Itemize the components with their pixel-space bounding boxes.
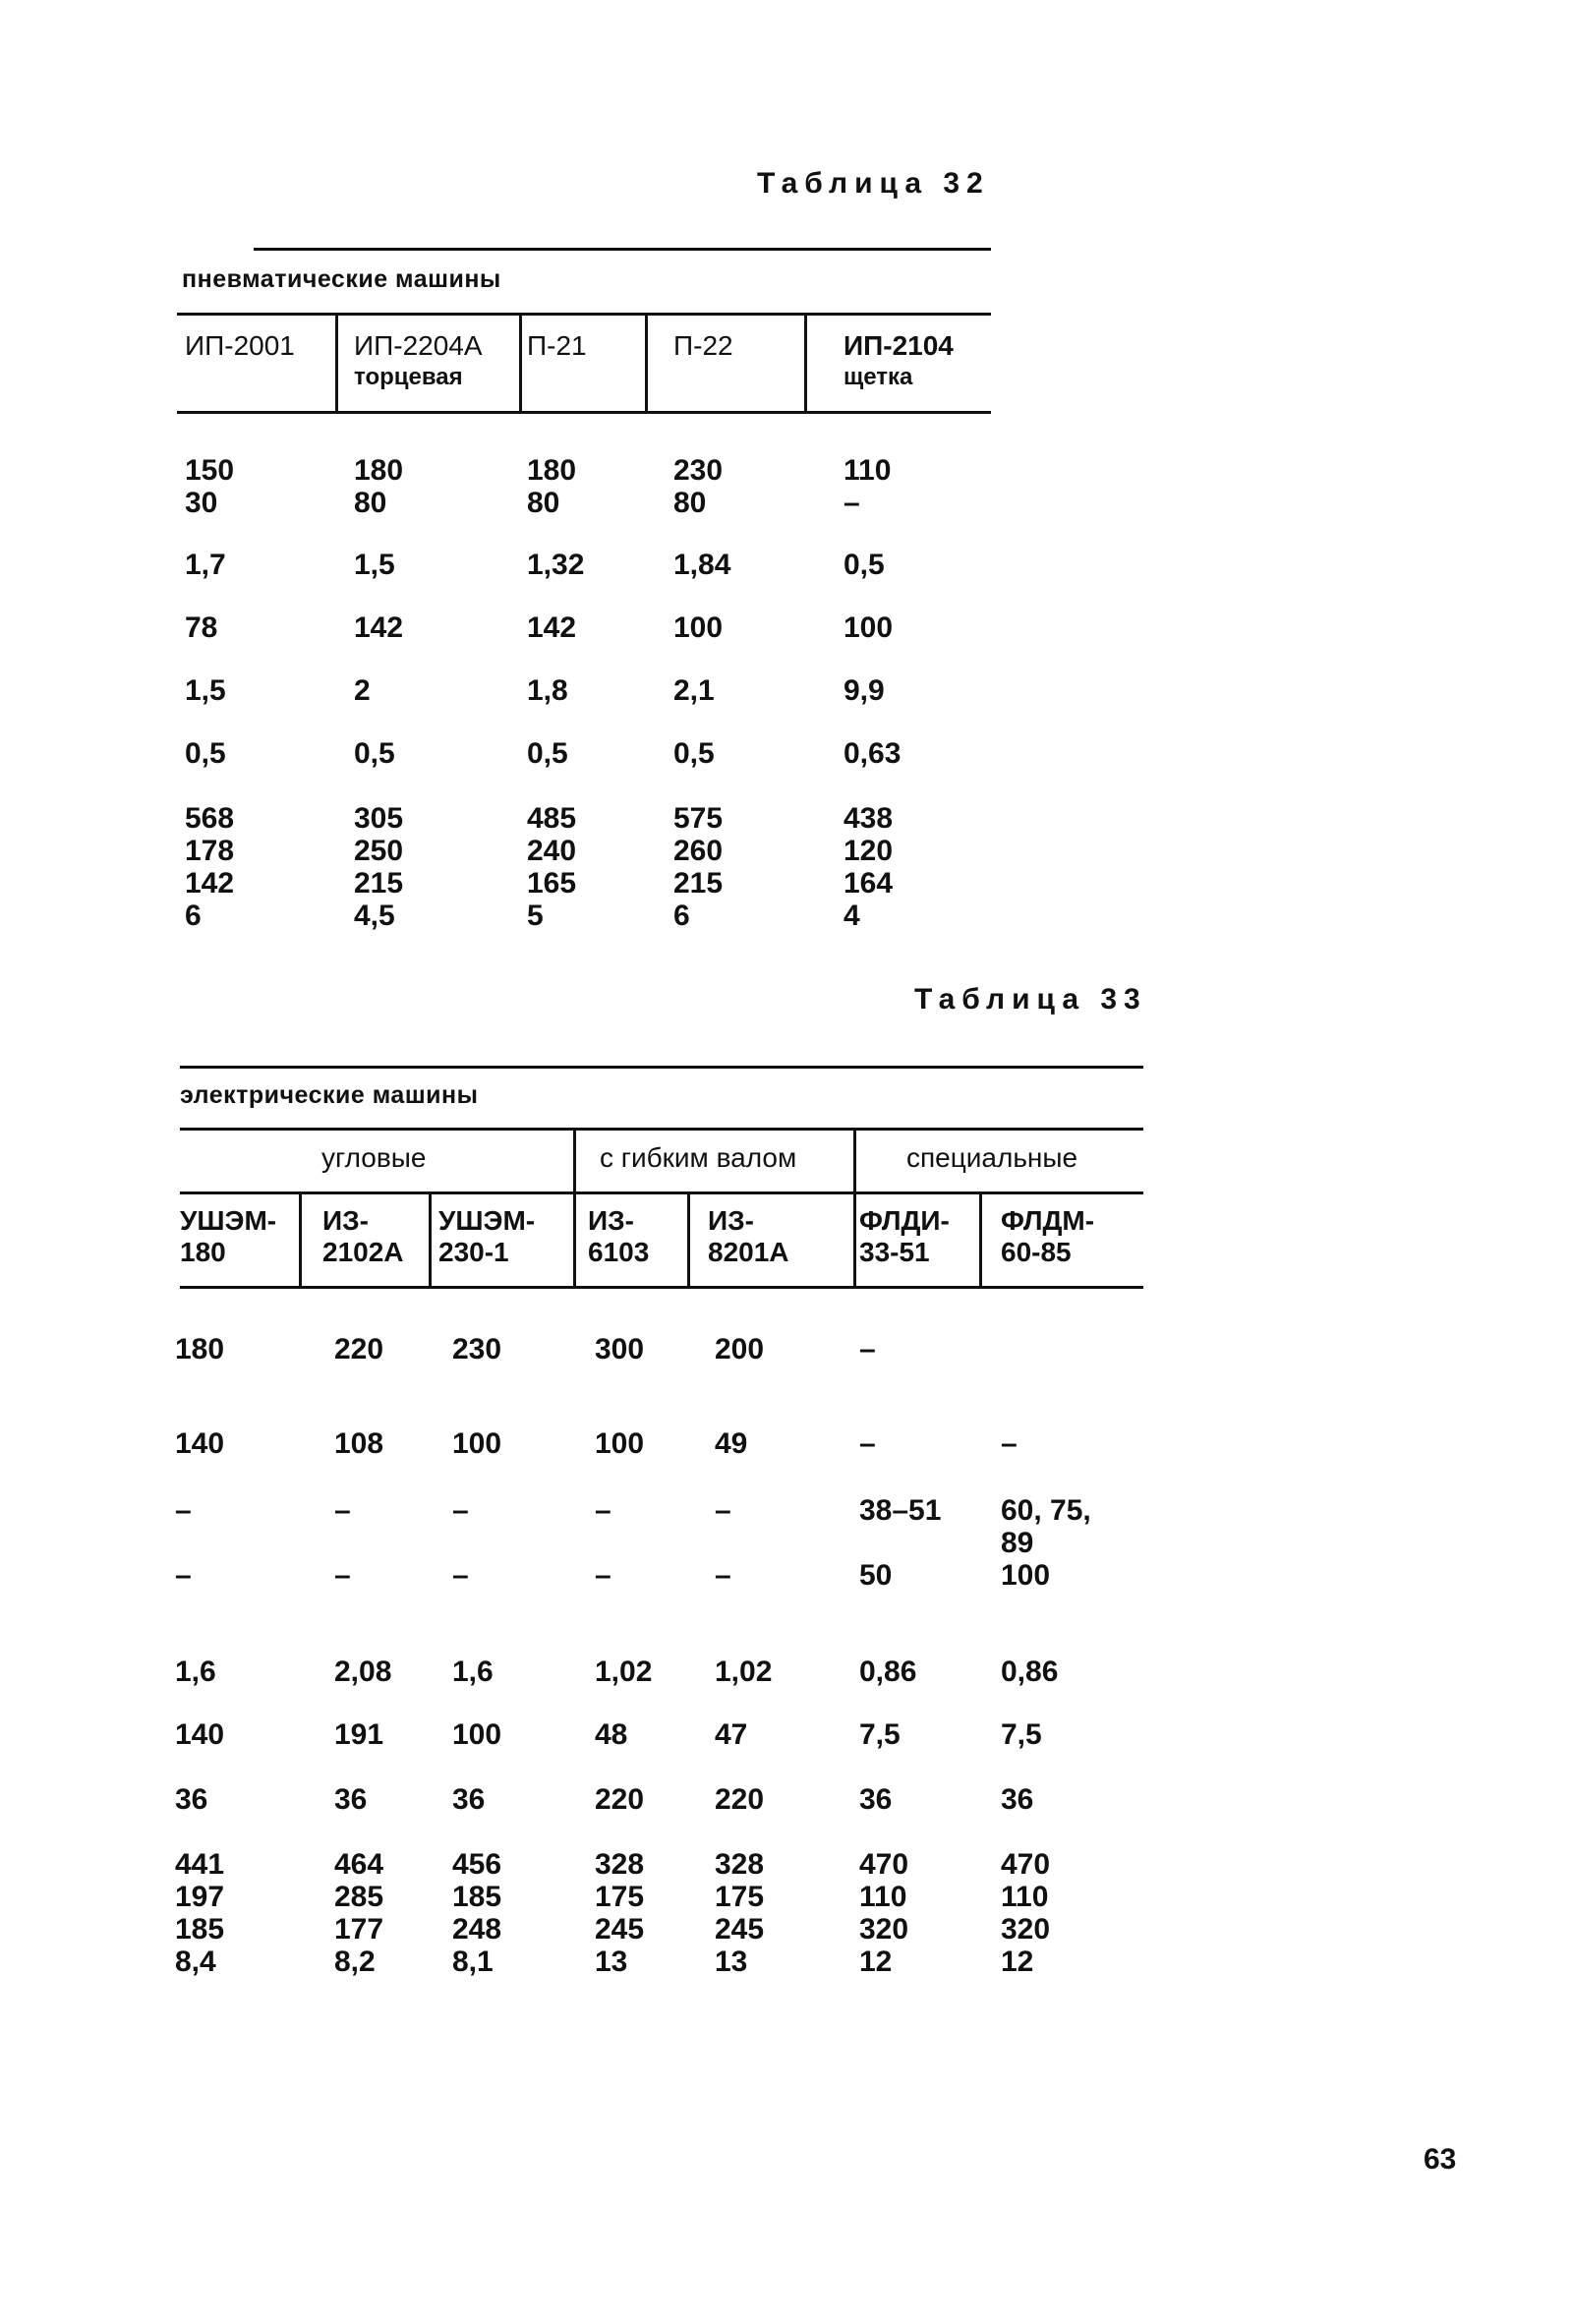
table33-cell: 464 285 177 8,2 xyxy=(334,1848,384,1978)
table33-cell: 36 xyxy=(452,1783,486,1816)
table33-cell: – xyxy=(452,1494,469,1527)
table33-cell: 38–51 xyxy=(859,1494,942,1527)
table32-cell: 575 260 215 6 xyxy=(673,802,724,932)
table33-cell: 220 xyxy=(715,1783,765,1816)
table33-group-header: специальные xyxy=(906,1142,1078,1173)
table33-header-top-rule xyxy=(180,1128,1143,1131)
table33-cell: 140 xyxy=(175,1427,225,1460)
table33-cell: 100 xyxy=(595,1427,645,1460)
table33-cell: 1,6 xyxy=(175,1656,216,1688)
table33-cell: 328 175 245 13 xyxy=(595,1848,645,1978)
table33-cell: 230 xyxy=(452,1333,502,1365)
table33-cell: 220 xyxy=(595,1783,645,1816)
table32-col-divider xyxy=(804,316,807,411)
table33-cell: 180 xyxy=(175,1333,225,1365)
table33-cell: 7,5 xyxy=(859,1718,901,1751)
table33-cell: 0,86 xyxy=(859,1656,917,1688)
table33-group-header: угловые xyxy=(321,1142,427,1173)
table32-header-cell: ИП-2104 щетка xyxy=(844,330,954,390)
table33-header-cell: ИЗ- 2102А xyxy=(322,1205,404,1267)
table33-header-bottom-rule xyxy=(180,1286,1143,1289)
table33-cell: 100 xyxy=(452,1427,502,1460)
table33-cell: 36 xyxy=(1001,1783,1034,1816)
table33-group-header: с гибким валом xyxy=(600,1142,797,1173)
table32-title: Таблица 32 xyxy=(757,167,990,200)
table32-cell: 180 80 xyxy=(527,454,577,519)
table33-cell: 48 xyxy=(595,1718,628,1751)
table33-header-cell: ИЗ- 6103 xyxy=(588,1205,650,1267)
table33-cell: – xyxy=(1001,1427,1018,1460)
table32-cell: 0,5 xyxy=(844,549,885,581)
table33-cell: – xyxy=(715,1559,731,1592)
table32-cell: 78 xyxy=(185,611,218,644)
table33-group-rule xyxy=(180,1191,1143,1194)
table33-cell: – xyxy=(175,1494,192,1527)
table33-col-divider xyxy=(429,1194,432,1286)
table32-col-divider xyxy=(335,316,338,411)
table33-cell: 470 110 320 12 xyxy=(859,1848,909,1978)
table33-header-cell: ФЛДИ- 33-51 xyxy=(859,1205,950,1267)
table33-cell: 49 xyxy=(715,1427,748,1460)
table32-cell: 568 178 142 6 xyxy=(185,802,235,932)
table33-cell: – xyxy=(595,1559,611,1592)
table33-cell: 191 xyxy=(334,1718,384,1751)
table32-cell: 305 250 215 4,5 xyxy=(354,802,404,932)
table32-cell: 0,63 xyxy=(844,737,902,770)
table33-cell: 441 197 185 8,4 xyxy=(175,1848,225,1978)
table33-group-divider xyxy=(853,1131,856,1286)
table33-cell: 1,02 xyxy=(715,1656,773,1688)
table32-header-cell: ИП-2204А торцевая xyxy=(354,330,483,390)
table32-cell: 2,1 xyxy=(673,674,715,707)
table33-cell: 50 xyxy=(859,1559,893,1592)
table32-cell: 150 30 xyxy=(185,454,235,519)
table33-group-label: электрические машины xyxy=(180,1081,479,1109)
table33-cell: 36 xyxy=(175,1783,208,1816)
table33-cell: 220 xyxy=(334,1333,384,1365)
table33-cell: 0,86 xyxy=(1001,1656,1059,1688)
table33-cell: 328 175 245 13 xyxy=(715,1848,765,1978)
table33-cell: – xyxy=(595,1494,611,1527)
table33-cell: – xyxy=(334,1494,351,1527)
table32-cell: 0,5 xyxy=(527,737,568,770)
table32-top-rule xyxy=(254,248,991,251)
table33-cell: 1,02 xyxy=(595,1656,653,1688)
table32-header-top-rule xyxy=(177,313,991,316)
table33-cell: 36 xyxy=(859,1783,893,1816)
table32-cell: 230 80 xyxy=(673,454,724,519)
table32-cell: 438 120 164 4 xyxy=(844,802,894,932)
table33-cell: 300 xyxy=(595,1333,645,1365)
table33-cell: 200 xyxy=(715,1333,765,1365)
table33-cell: 36 xyxy=(334,1783,368,1816)
table32-cell: 110 – xyxy=(844,454,892,519)
table32-header-cell: ИП-2001 xyxy=(185,330,295,361)
table32-cell: 1,84 xyxy=(673,549,731,581)
table33-cell: 2,08 xyxy=(334,1656,392,1688)
table32-cell: 1,5 xyxy=(185,674,226,707)
table33-header-cell: ИЗ- 8201А xyxy=(708,1205,789,1267)
table32-cell: 1,8 xyxy=(527,674,568,707)
table33-cell: – xyxy=(334,1559,351,1592)
table32-cell: 2 xyxy=(354,674,371,707)
table33-cell: 47 xyxy=(715,1718,748,1751)
table33-col-divider xyxy=(299,1194,302,1286)
table32-cell: 100 xyxy=(844,611,894,644)
table32-cell: 0,5 xyxy=(185,737,226,770)
table32-header-cell: П-21 xyxy=(527,330,587,361)
table32-cell: 100 xyxy=(673,611,724,644)
table33-cell: – xyxy=(859,1333,876,1365)
table33-cell: 470 110 320 12 xyxy=(1001,1848,1051,1978)
table32-cell: 485 240 165 5 xyxy=(527,802,577,932)
table32-header-bottom-rule xyxy=(177,411,991,414)
table32-cell: 0,5 xyxy=(354,737,395,770)
table32-header-cell: П-22 xyxy=(673,330,733,361)
table33-cell: – xyxy=(175,1559,192,1592)
table32-cell: 0,5 xyxy=(673,737,715,770)
table33-cell: 140 xyxy=(175,1718,225,1751)
table32-col-divider xyxy=(645,316,648,411)
table32-cell: 142 xyxy=(354,611,404,644)
table33-header-cell: ФЛДМ- 60-85 xyxy=(1001,1205,1095,1267)
table32-cell: 180 80 xyxy=(354,454,404,519)
page-number: 63 xyxy=(1424,2143,1457,2176)
table33-header-cell: УШЭМ- 180 xyxy=(180,1205,277,1267)
table32-group-label: пневматические машины xyxy=(182,265,501,293)
table33-cell: – xyxy=(452,1559,469,1592)
table33-cell: 1,6 xyxy=(452,1656,494,1688)
table33-cell: 7,5 xyxy=(1001,1718,1042,1751)
table33-cell: 60, 75, 89 xyxy=(1001,1494,1091,1559)
table32-cell: 1,7 xyxy=(185,549,226,581)
table33-cell: – xyxy=(859,1427,876,1460)
table32-cell: 1,5 xyxy=(354,549,395,581)
table32-cell: 9,9 xyxy=(844,674,885,707)
table32-cell: 1,32 xyxy=(527,549,585,581)
table33-cell: 100 xyxy=(1001,1559,1051,1592)
table33-title: Таблица 33 xyxy=(914,983,1147,1016)
table33-col-divider xyxy=(687,1194,690,1286)
table33-cell: 456 185 248 8,1 xyxy=(452,1848,502,1978)
table33-cell: 100 xyxy=(452,1718,502,1751)
table33-top-rule xyxy=(180,1066,1143,1069)
table33-header-cell: УШЭМ- 230-1 xyxy=(438,1205,536,1267)
table32-cell: 142 xyxy=(527,611,577,644)
table33-cell: – xyxy=(715,1494,731,1527)
table33-col-divider xyxy=(979,1194,982,1286)
table33-group-divider xyxy=(573,1131,576,1286)
table32-col-divider xyxy=(519,316,522,411)
table33-cell: 108 xyxy=(334,1427,384,1460)
